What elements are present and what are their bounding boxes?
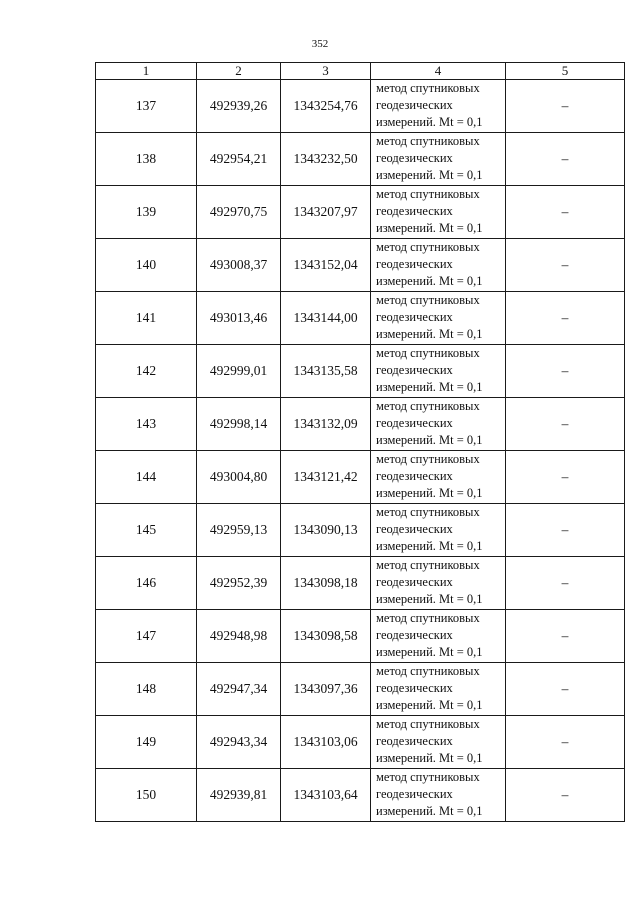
method-line: измерений. Mt = 0,1	[376, 115, 483, 129]
y-coordinate-cell: 1343097,36	[281, 663, 371, 716]
method-line: геодезических	[376, 522, 453, 536]
method-line: метод спутниковых	[376, 134, 480, 148]
method-line: геодезических	[376, 787, 453, 801]
note-cell: –	[506, 716, 625, 769]
method-line: метод спутниковых	[376, 240, 480, 254]
method-line: измерений. Mt = 0,1	[376, 486, 483, 500]
method-line: метод спутниковых	[376, 770, 480, 784]
note-cell: –	[506, 292, 625, 345]
method-line: измерений. Mt = 0,1	[376, 380, 483, 394]
point-number-cell: 148	[96, 663, 197, 716]
method-line: метод спутниковых	[376, 558, 480, 572]
y-coordinate-cell: 1343207,97	[281, 186, 371, 239]
point-number-cell: 145	[96, 504, 197, 557]
x-coordinate-cell: 492939,26	[197, 80, 281, 133]
method-line: геодезических	[376, 363, 453, 377]
y-coordinate-cell: 1343090,13	[281, 504, 371, 557]
method-line: измерений. Mt = 0,1	[376, 539, 483, 553]
method-line: геодезических	[376, 469, 453, 483]
method-line: измерений. Mt = 0,1	[376, 433, 483, 447]
method-cell	[371, 716, 506, 769]
method-cell	[371, 610, 506, 663]
method-line: измерений. Mt = 0,1	[376, 804, 483, 818]
point-number-cell: 149	[96, 716, 197, 769]
method-cell	[371, 292, 506, 345]
method-line: геодезических	[376, 416, 453, 430]
column-header-4: 4	[371, 63, 506, 80]
method-line: измерений. Mt = 0,1	[376, 592, 483, 606]
note-cell: –	[506, 239, 625, 292]
method-line: геодезических	[376, 151, 453, 165]
x-coordinate-cell: 493013,46	[197, 292, 281, 345]
x-coordinate-cell: 492947,34	[197, 663, 281, 716]
method-line: геодезических	[376, 628, 453, 642]
method-line: метод спутниковых	[376, 346, 480, 360]
column-header-1: 1	[96, 63, 197, 80]
x-coordinate-cell: 492952,39	[197, 557, 281, 610]
table-row	[96, 345, 625, 398]
method-line: геодезических	[376, 681, 453, 695]
method-line: измерений. Mt = 0,1	[376, 274, 483, 288]
x-coordinate-cell: 493008,37	[197, 239, 281, 292]
table-row	[96, 292, 625, 345]
method-line: геодезических	[376, 734, 453, 748]
column-header-3: 3	[281, 63, 371, 80]
point-number-cell: 138	[96, 133, 197, 186]
table-row	[96, 133, 625, 186]
method-line: метод спутниковых	[376, 611, 480, 625]
note-cell: –	[506, 398, 625, 451]
point-number-cell: 144	[96, 451, 197, 504]
method-cell	[371, 663, 506, 716]
method-cell	[371, 557, 506, 610]
x-coordinate-cell: 492999,01	[197, 345, 281, 398]
x-coordinate-cell: 492954,21	[197, 133, 281, 186]
note-cell: –	[506, 610, 625, 663]
method-cell	[371, 345, 506, 398]
point-number-cell: 142	[96, 345, 197, 398]
y-coordinate-cell: 1343135,58	[281, 345, 371, 398]
method-line: измерений. Mt = 0,1	[376, 751, 483, 765]
method-line: метод спутниковых	[376, 187, 480, 201]
note-cell: –	[506, 133, 625, 186]
y-coordinate-cell: 1343103,06	[281, 716, 371, 769]
coordinates-table	[95, 62, 625, 822]
method-cell	[371, 398, 506, 451]
column-header-2: 2	[197, 63, 281, 80]
point-number-cell: 139	[96, 186, 197, 239]
method-line: измерений. Mt = 0,1	[376, 645, 483, 659]
method-line: геодезических	[376, 257, 453, 271]
note-cell: –	[506, 504, 625, 557]
table-row	[96, 610, 625, 663]
table-row	[96, 504, 625, 557]
note-cell: –	[506, 186, 625, 239]
point-number-cell: 146	[96, 557, 197, 610]
y-coordinate-cell: 1343132,09	[281, 398, 371, 451]
method-cell	[371, 451, 506, 504]
table-row	[96, 716, 625, 769]
table-row	[96, 239, 625, 292]
note-cell: –	[506, 345, 625, 398]
x-coordinate-cell: 493004,80	[197, 451, 281, 504]
method-line: метод спутниковых	[376, 399, 480, 413]
page-number: 352	[311, 38, 329, 50]
method-cell	[371, 239, 506, 292]
note-cell: –	[506, 769, 625, 822]
column-header-5: 5	[506, 63, 625, 80]
point-number-cell: 137	[96, 80, 197, 133]
table-row	[96, 769, 625, 822]
method-line: геодезических	[376, 575, 453, 589]
y-coordinate-cell: 1343144,00	[281, 292, 371, 345]
method-line: метод спутниковых	[376, 664, 480, 678]
point-number-cell: 147	[96, 610, 197, 663]
table-row	[96, 186, 625, 239]
y-coordinate-cell: 1343254,76	[281, 80, 371, 133]
y-coordinate-cell: 1343121,42	[281, 451, 371, 504]
point-number-cell: 150	[96, 769, 197, 822]
table-header-row	[96, 63, 625, 80]
method-line: измерений. Mt = 0,1	[376, 221, 483, 235]
method-cell	[371, 769, 506, 822]
x-coordinate-cell: 492959,13	[197, 504, 281, 557]
x-coordinate-cell: 492939,81	[197, 769, 281, 822]
method-line: геодезических	[376, 310, 453, 324]
method-line: метод спутниковых	[376, 505, 480, 519]
table-row	[96, 663, 625, 716]
method-cell	[371, 504, 506, 557]
point-number-cell: 140	[96, 239, 197, 292]
y-coordinate-cell: 1343103,64	[281, 769, 371, 822]
method-cell	[371, 133, 506, 186]
note-cell: –	[506, 451, 625, 504]
method-line: геодезических	[376, 204, 453, 218]
note-cell: –	[506, 557, 625, 610]
y-coordinate-cell: 1343232,50	[281, 133, 371, 186]
x-coordinate-cell: 492948,98	[197, 610, 281, 663]
method-line: метод спутниковых	[376, 717, 480, 731]
method-line: геодезических	[376, 98, 453, 112]
note-cell: –	[506, 663, 625, 716]
x-coordinate-cell: 492998,14	[197, 398, 281, 451]
table-row	[96, 80, 625, 133]
table-row	[96, 398, 625, 451]
method-line: измерений. Mt = 0,1	[376, 327, 483, 341]
point-number-cell: 141	[96, 292, 197, 345]
y-coordinate-cell: 1343098,58	[281, 610, 371, 663]
table-row	[96, 451, 625, 504]
note-cell: –	[506, 80, 625, 133]
y-coordinate-cell: 1343152,04	[281, 239, 371, 292]
method-line: метод спутниковых	[376, 293, 480, 307]
x-coordinate-cell: 492970,75	[197, 186, 281, 239]
method-line: метод спутниковых	[376, 452, 480, 466]
point-number-cell: 143	[96, 398, 197, 451]
method-cell	[371, 80, 506, 133]
table-row	[96, 557, 625, 610]
y-coordinate-cell: 1343098,18	[281, 557, 371, 610]
method-cell	[371, 186, 506, 239]
method-line: измерений. Mt = 0,1	[376, 698, 483, 712]
x-coordinate-cell: 492943,34	[197, 716, 281, 769]
method-line: метод спутниковых	[376, 81, 480, 95]
table-body	[96, 80, 625, 822]
method-line: измерений. Mt = 0,1	[376, 168, 483, 182]
